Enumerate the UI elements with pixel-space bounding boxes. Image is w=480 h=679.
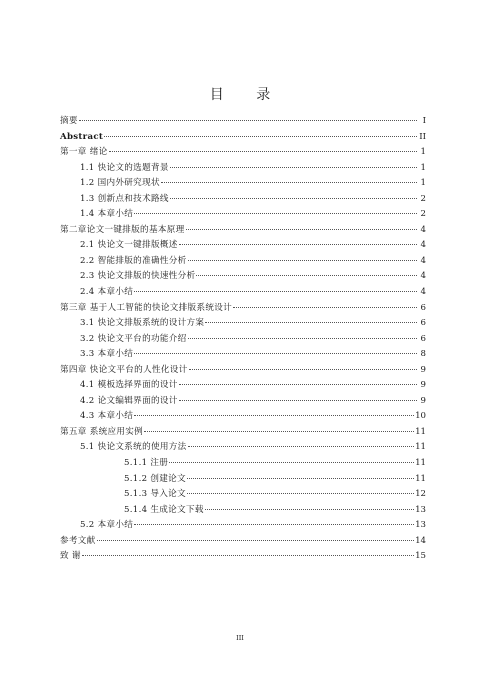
toc-entry-page: 11 bbox=[415, 458, 426, 469]
toc-entry-label: 参考文献 bbox=[60, 535, 96, 546]
toc-leader-dots bbox=[179, 400, 417, 401]
toc-entry[interactable] bbox=[60, 238, 426, 254]
toc-leader-dots bbox=[161, 182, 417, 183]
toc-entry-page: 1 bbox=[420, 147, 426, 158]
toc-entry-page: 4 bbox=[420, 255, 426, 266]
toc-entry-page: 11 bbox=[415, 442, 426, 453]
toc-leader-dots bbox=[169, 462, 414, 463]
toc-entry-page: 8 bbox=[420, 349, 426, 360]
toc-entry-label: 第一章 绪论 bbox=[60, 147, 108, 158]
toc-leader-dots bbox=[170, 167, 417, 168]
toc-entry-page: 9 bbox=[420, 364, 426, 375]
toc-entry[interactable] bbox=[60, 487, 426, 503]
toc-leader-dots bbox=[186, 229, 417, 230]
toc-leader-dots bbox=[187, 493, 414, 494]
toc-leader-dots bbox=[187, 478, 414, 479]
toc-entry-page: 1 bbox=[420, 162, 426, 173]
toc-leader-dots bbox=[188, 446, 415, 447]
toc-entry-page: 4 bbox=[420, 287, 426, 298]
toc-entry-label: 4.1 模板选择界面的设计 bbox=[80, 380, 178, 391]
toc-entry-label: 1.2 国内外研究现状 bbox=[80, 178, 160, 189]
toc-entry[interactable] bbox=[60, 207, 426, 223]
toc-entry-label: 摘要 bbox=[60, 116, 78, 126]
toc-entry-label: 2.4 本章小结 bbox=[80, 287, 134, 298]
toc-title: 目 录 bbox=[209, 87, 285, 103]
page-number: III bbox=[236, 634, 244, 642]
toc-entry-label: 5.1.1 注册 bbox=[124, 458, 169, 469]
toc-entry-label: 第四章 快论文平台的人性化设计 bbox=[60, 364, 188, 375]
toc-leader-dots bbox=[188, 338, 417, 339]
toc-entry[interactable] bbox=[60, 161, 426, 177]
toc-entry-page: I bbox=[422, 116, 426, 126]
toc-entry[interactable] bbox=[60, 472, 426, 488]
toc-leader-dots bbox=[189, 369, 417, 370]
toc-entry[interactable] bbox=[60, 440, 426, 456]
toc-entry-label: 5.1 快论文系统的使用方法 bbox=[80, 442, 187, 453]
toc-entry-label: 2.1 快论文一键排版概述 bbox=[80, 240, 178, 251]
toc-leader-dots bbox=[170, 198, 417, 199]
toc-entry-label: 3.1 快论文排版系统的设计方案 bbox=[80, 318, 205, 329]
toc-leader-dots bbox=[109, 151, 417, 152]
toc-entry[interactable] bbox=[60, 176, 426, 192]
toc-entry[interactable] bbox=[60, 145, 426, 161]
toc-entry[interactable] bbox=[60, 394, 426, 410]
toc-leader-dots bbox=[205, 509, 414, 510]
toc-entry-page: 9 bbox=[420, 380, 426, 391]
toc-entry-page: 14 bbox=[415, 535, 426, 546]
toc-leader-dots bbox=[97, 540, 414, 541]
toc-entry-page: 11 bbox=[415, 426, 426, 437]
toc-entry-page: 9 bbox=[420, 395, 426, 406]
toc-leader-dots bbox=[179, 244, 417, 245]
toc-entry[interactable] bbox=[60, 130, 426, 146]
toc-entry[interactable] bbox=[60, 332, 426, 348]
toc-entry-label: 5.1.4 生成论文下载 bbox=[124, 504, 204, 515]
toc-entry[interactable] bbox=[60, 503, 426, 519]
toc-entry-page: 4 bbox=[420, 240, 426, 251]
toc-leader-dots bbox=[233, 307, 417, 308]
toc-entry[interactable] bbox=[60, 223, 426, 239]
toc-entry[interactable] bbox=[60, 425, 426, 441]
toc-entry-label: 1.4 本章小结 bbox=[80, 209, 134, 220]
toc-entry[interactable] bbox=[60, 549, 426, 565]
toc-entry[interactable] bbox=[60, 114, 426, 130]
toc-leader-dots bbox=[134, 353, 417, 354]
toc-entry-label: 第三章 基于人工智能的快论文排版系统设计 bbox=[60, 302, 233, 313]
toc-entry-label: 4.2 论文编辑界面的设计 bbox=[80, 395, 178, 406]
toc-entry-page: 13 bbox=[415, 520, 426, 531]
toc-entry-page: 13 bbox=[415, 504, 426, 515]
toc-leader-dots bbox=[104, 136, 417, 137]
toc-leader-dots bbox=[134, 415, 414, 416]
toc-entry[interactable] bbox=[60, 301, 426, 317]
toc-entry-page: 15 bbox=[415, 551, 426, 562]
toc-entry-label: 5.1.2 创建论文 bbox=[124, 473, 186, 484]
toc-leader-dots bbox=[205, 322, 417, 323]
toc-leader-dots bbox=[134, 291, 417, 292]
toc-entry-label: 5.1.3 导入论文 bbox=[124, 489, 186, 500]
toc-entry-label: 致 谢 bbox=[60, 551, 81, 562]
toc-entry-label: 第二章论文一键排版的基本原理 bbox=[60, 224, 185, 235]
toc-entry-page: 2 bbox=[420, 209, 426, 220]
toc-entry-page: 6 bbox=[420, 333, 426, 344]
toc-entry-page: 4 bbox=[420, 271, 426, 282]
toc-entry-label: 2.3 快论文排版的快速性分析 bbox=[80, 271, 196, 282]
toc-leader-dots bbox=[82, 555, 414, 556]
table-of-contents bbox=[60, 114, 426, 565]
toc-entry-page: 11 bbox=[415, 473, 426, 484]
toc-leader-dots bbox=[134, 524, 414, 525]
toc-entry[interactable] bbox=[60, 518, 426, 534]
toc-entry[interactable] bbox=[60, 316, 426, 332]
toc-entry-label: 4.3 本章小结 bbox=[80, 411, 134, 422]
toc-entry-label: 1.1 快论文的选题背景 bbox=[80, 162, 169, 173]
toc-leader-dots bbox=[179, 384, 417, 385]
toc-leader-dots bbox=[79, 120, 417, 121]
toc-entry[interactable] bbox=[60, 254, 426, 270]
toc-entry-page: 10 bbox=[415, 411, 426, 422]
toc-entry-page: 12 bbox=[415, 489, 426, 500]
toc-entry[interactable] bbox=[60, 269, 426, 285]
toc-entry[interactable] bbox=[60, 347, 426, 363]
toc-entry[interactable] bbox=[60, 363, 426, 379]
toc-entry[interactable] bbox=[60, 456, 426, 472]
toc-entry-page: 1 bbox=[420, 178, 426, 189]
toc-leader-dots bbox=[188, 260, 417, 261]
toc-entry-label: 3.3 本章小结 bbox=[80, 349, 134, 360]
toc-entry-page: 2 bbox=[420, 193, 426, 204]
toc-leader-dots bbox=[196, 275, 417, 276]
toc-entry-page: 4 bbox=[420, 224, 426, 235]
toc-entry-label: 第五章 系统应用实例 bbox=[60, 426, 144, 437]
toc-leader-dots bbox=[144, 431, 414, 432]
toc-entry[interactable] bbox=[60, 409, 426, 425]
toc-entry-label: 1.3 创新点和技术路线 bbox=[80, 193, 169, 204]
toc-entry[interactable] bbox=[60, 192, 426, 208]
toc-entry[interactable] bbox=[60, 534, 426, 550]
toc-leader-dots bbox=[134, 213, 417, 214]
toc-entry-page: II bbox=[419, 131, 426, 142]
toc-entry-label: 2.2 智能排版的准确性分析 bbox=[80, 255, 187, 266]
toc-entry-label: 3.2 快论文平台的功能介绍 bbox=[80, 333, 187, 344]
toc-entry[interactable] bbox=[60, 378, 426, 394]
toc-entry-page: 6 bbox=[420, 318, 426, 329]
toc-entry-page: 6 bbox=[420, 302, 426, 313]
toc-entry-label: 5.2 本章小结 bbox=[80, 520, 134, 531]
toc-entry[interactable] bbox=[60, 285, 426, 301]
toc-entry-label: Abstract bbox=[60, 131, 104, 142]
